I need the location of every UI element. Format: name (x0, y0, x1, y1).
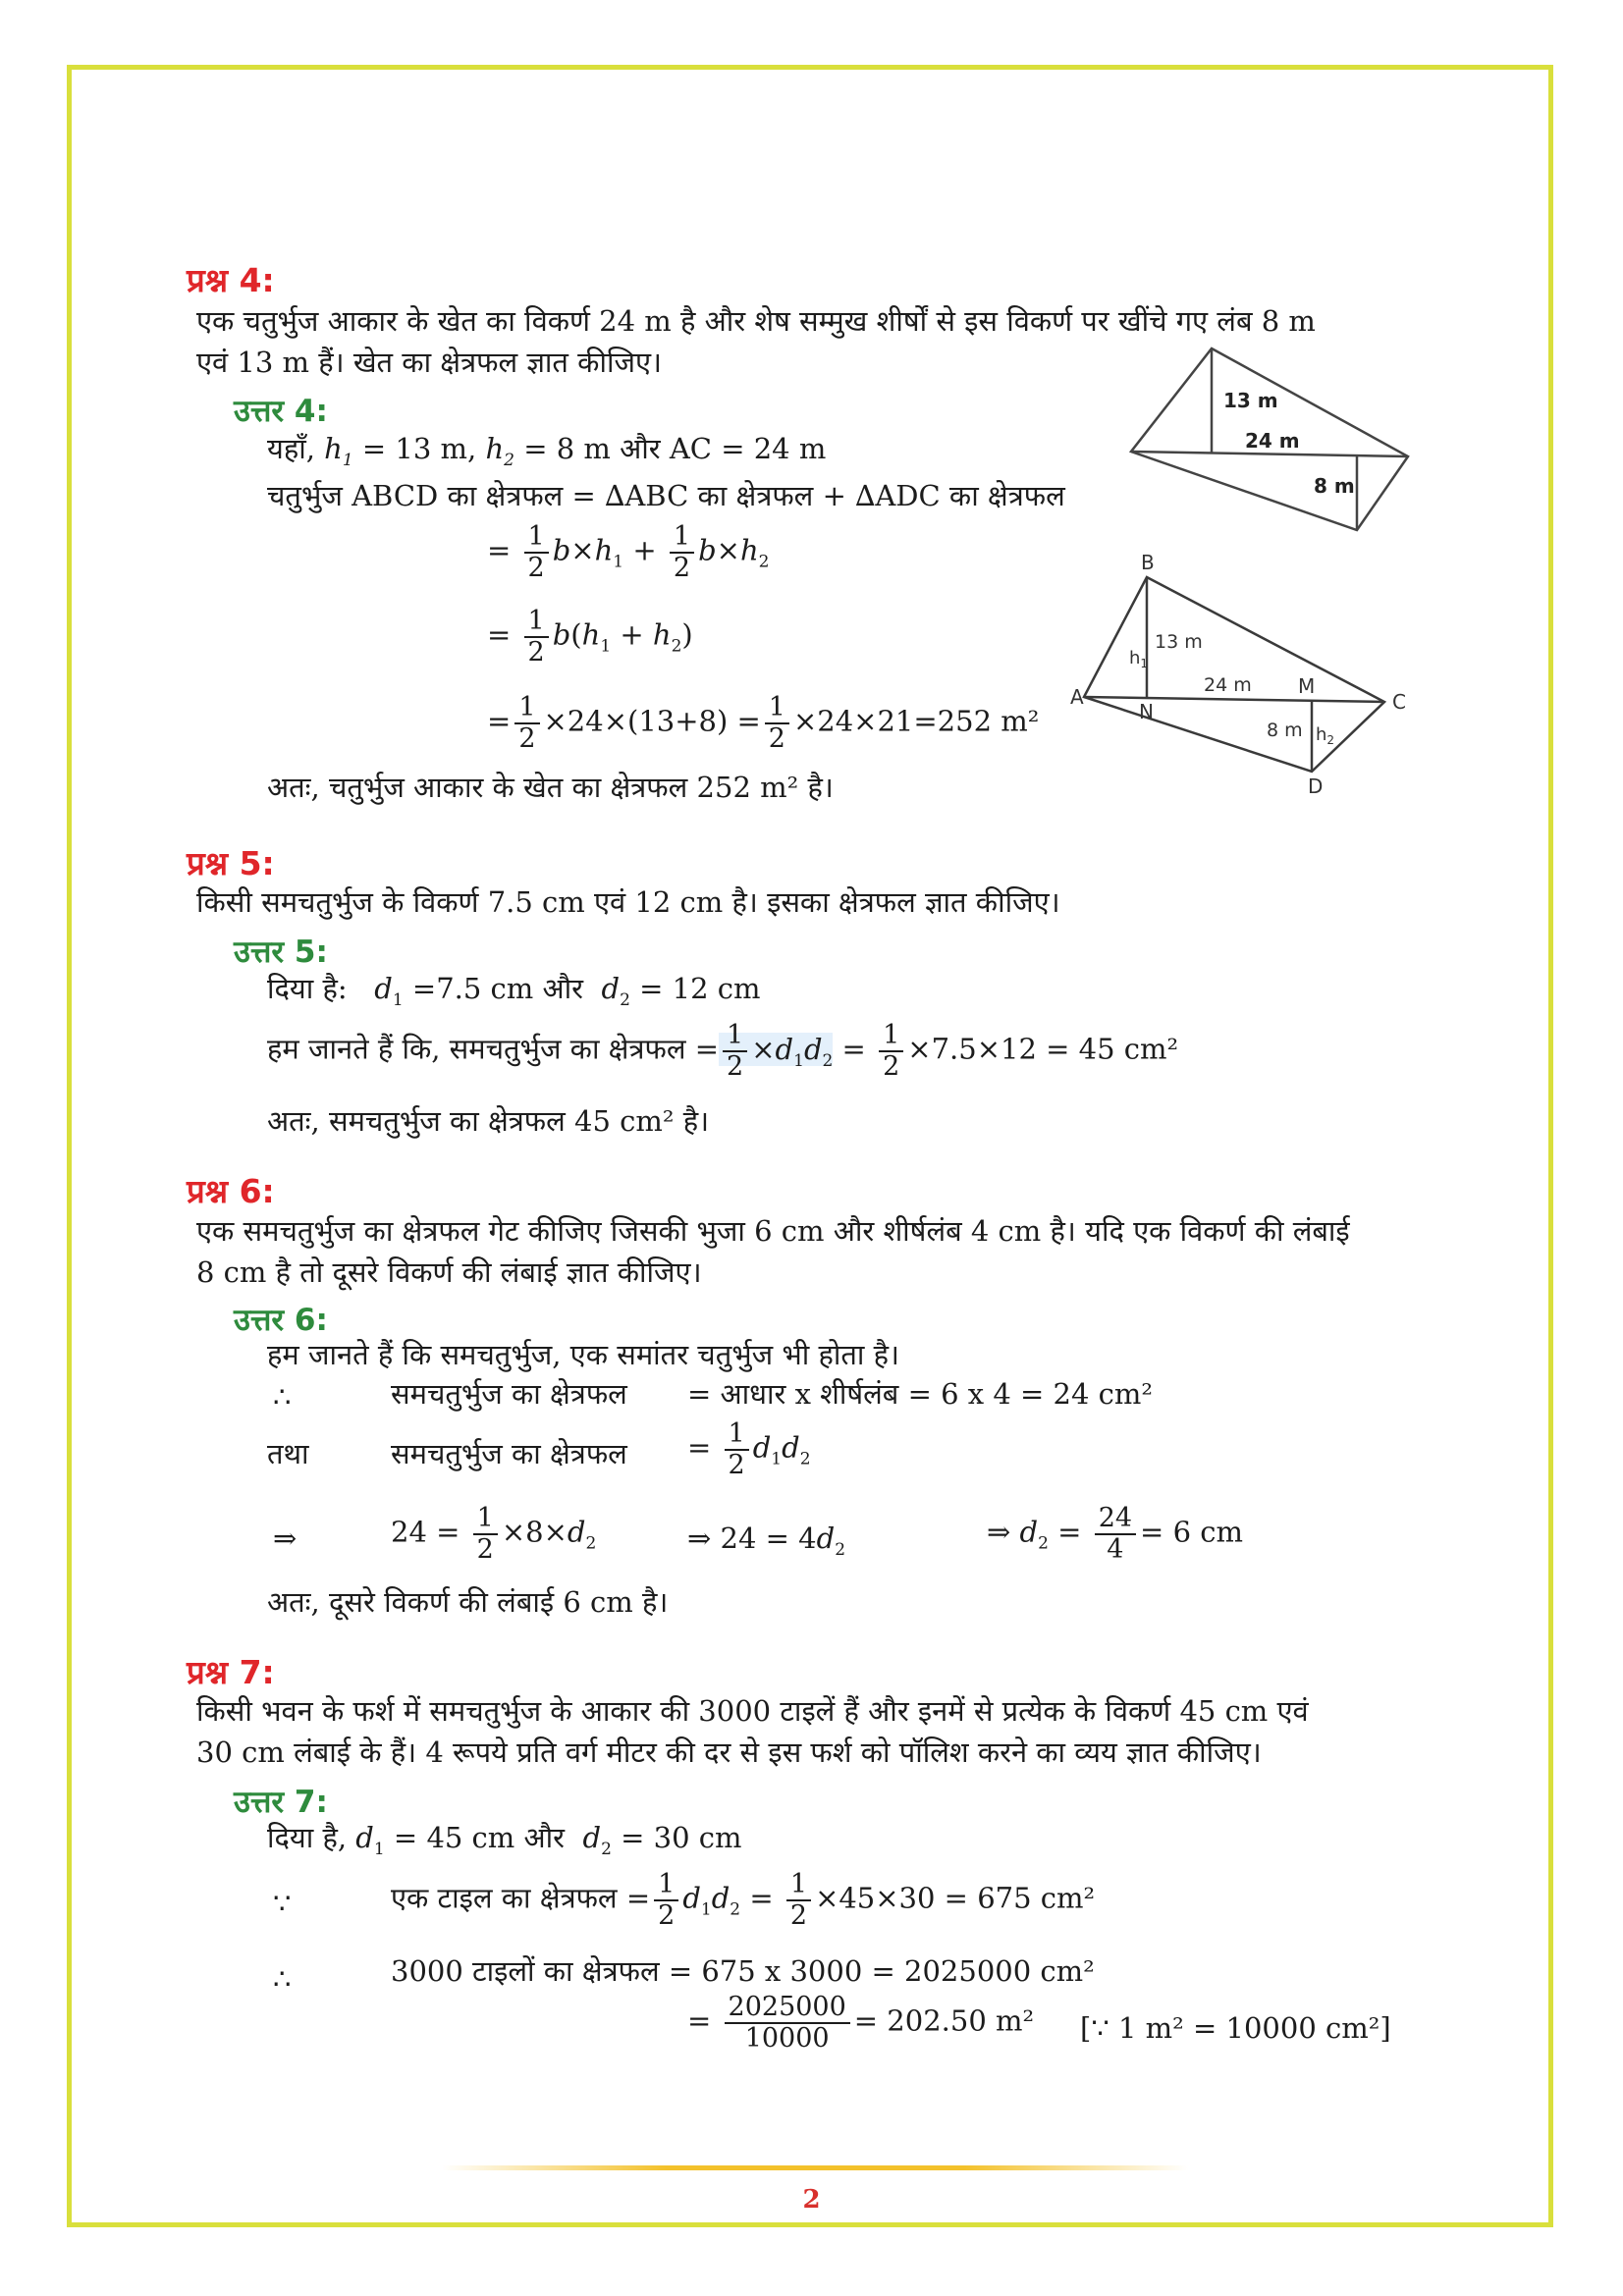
question-5-title: प्रश्न 5: (187, 844, 275, 882)
fig1-label-24m: 24 m (1245, 429, 1300, 453)
answer-7-unit-note: [∵ 1 m² = 10000 cm²] (1080, 2011, 1391, 2045)
answer-5-conclusion: अतः, समचतुर्भुज का क्षेत्रफल 45 cm² है। (267, 1104, 710, 1138)
fig2-label-8m: 8 m (1267, 720, 1303, 741)
fig2-h1-label: $h_1$ (1129, 648, 1149, 670)
answer-6-area-label-2: समचतुर्भुज का क्षेत्रफल (391, 1437, 627, 1470)
fig2-point-n: N (1139, 700, 1154, 723)
answer-5-given: दिया है: $d_1 =7.5$ cm और $d_2 = 12$ cm (267, 972, 761, 1010)
fig1-label-13m: 13 m (1223, 389, 1278, 412)
answer-7-given: दिया है, $d_1 = 45$ cm और $d_2 = 30$ cm (267, 1821, 742, 1859)
answer-6-title: उत्तर 6: (234, 1303, 328, 1338)
question-7-text-line-2: 30 cm लंबाई के हैं। 4 रूपये प्रति वर्ग मीटर की दर से इस फर्श को पॉलिश करने का व्यय ज्ञात कीजिए। (196, 1735, 1262, 1769)
fig2-point-m: M (1298, 674, 1316, 698)
field-figure (1129, 344, 1414, 540)
answer-6-tatha: तथा (267, 1437, 309, 1470)
answer-6-equation-2: ⇒ $24 = 4d_2$ (687, 1522, 846, 1560)
answer-4-title: उत्तर 4: (234, 394, 328, 429)
fig1-label-8m: 8 m (1314, 474, 1355, 498)
answer-6-implies-symbol: ⇒ (273, 1522, 298, 1555)
question-6-title: प्रश्न 6: (187, 1172, 275, 1210)
answer-4-conclusion: अतः, चतुर्भुज आकार के खेत का क्षेत्रफल 252 m² है। (267, 771, 834, 804)
answer-5-formula: हम जानते हैं कि, समचतुर्भुज का क्षेत्रफल = $\frac{1}{2}$ $\times d_1d_2$ = $\frac{1}{2}$ ×7.5×12 = 45 cm² (267, 1020, 1179, 1082)
answer-4-given: यहाँ, $h_1 = 13$ m, $h_2 = 8$ m और AC = 24 m (267, 432, 827, 470)
fig2-label-13m: 13 m (1155, 631, 1203, 653)
answer-5-title: उत्तर 5: (234, 934, 328, 970)
answer-7-title: उत्तर 7: (234, 1785, 328, 1820)
page-number: 2 (802, 2185, 821, 2215)
answer-6-equation-1: 24 = $\frac{1}{2}$ $\times 8\times d_2$ (391, 1503, 597, 1565)
answer-6-know: हम जानते हैं कि समचतुर्भुज, एक समांतर चतुर्भुज भी होता है। (267, 1338, 900, 1371)
fig2-vertex-b: B (1141, 551, 1155, 574)
question-4-text-line-2: एवं 13 m हैं। खेत का क्षेत्रफल ज्ञात कीजिए। (196, 346, 663, 379)
quadrilateral-abcd-figure (1070, 550, 1424, 805)
answer-6-area-formula: = $\frac{1}{2}$ $d_1d_2$ (687, 1418, 811, 1480)
question-4-text-line-1: एक चतुर्भुज आकार के खेत का विकर्ण 24 m है और शेष सम्मुख शीर्षों से इस विकर्ण पर खींचे गए लंब 8 m (196, 304, 1316, 338)
question-4-title: प्रश्न 4: (187, 261, 275, 299)
question-7-title: प्रश्न 7: (187, 1653, 275, 1691)
footer-rule (442, 2165, 1188, 2170)
answer-4-step-2: = $\frac{1}{2}$ $b(h_1 + h_2)$ (487, 606, 693, 667)
answer-7-total-area: 3000 टाइलों का क्षेत्रफल = 675 x 3000 = 2025000 cm² (391, 1954, 1095, 1988)
question-6-text-line-1: एक समचतुर्भुज का क्षेत्रफल गेट कीजिए जिसकी भुजा 6 cm और शीर्षलंब 4 cm है। यदि एक विकर्ण की लंबाई (196, 1214, 1350, 1248)
fig2-h2-label: $h_2$ (1316, 724, 1335, 747)
question-6-text-line-2: 8 cm है तो दूसरे विकर्ण की लंबाई ज्ञात कीजिए। (196, 1255, 702, 1289)
question-7-text-line-1: किसी भवन के फर्श में समचतुर्भुज के आकार की 3000 टाइलें हैं और इनमें से प्रत्येक के विकर्ण 45 cm एवं (196, 1694, 1309, 1728)
fig2-vertex-d: D (1308, 774, 1324, 798)
answer-4-step-3: = $\frac{1}{2}$ ×24×(13+8) = $\frac{1}{2}$ ×24×21=252 m² (487, 692, 1040, 754)
answer-7-conversion: = $\frac{2025000}{10000}$ = 202.50 m² (687, 1992, 1035, 2054)
answer-6-area-value: = आधार x शीर्षलंब = 6 x 4 = 24 cm² (687, 1377, 1154, 1411)
answer-7-because-symbol: ∵ (273, 1887, 292, 1920)
answer-6-area-label-1: समचतुर्भुज का क्षेत्रफल (391, 1377, 627, 1411)
answer-4-area-line: चतुर्भुज ABCD का क्षेत्रफल = ∆ABC का क्षेत्रफल + ∆ADC का क्षेत्रफल (267, 479, 1065, 512)
fig2-vertex-c: C (1392, 690, 1406, 714)
fig2-vertex-a: A (1070, 685, 1084, 709)
answer-6-conclusion: अतः, दूसरे विकर्ण की लंबाई 6 cm है। (267, 1585, 669, 1619)
answer-6-equation-3: ⇒ $d_2$ = $\frac{24}{4}$ = 6 cm (987, 1503, 1243, 1565)
answer-4-step-1: = $\frac{1}{2}$ $b\times h_1$ + $\frac{1}{2}$ $b\times h_2$ (487, 521, 770, 583)
answer-6-therefore-symbol: ∴ (273, 1380, 292, 1414)
answer-7-tile-area: एक टाइल का क्षेत्रफल = $\frac{1}{2}$ $d_1d_2$ = $\frac{1}{2}$ ×45×30 = 675 cm² (391, 1869, 1096, 1931)
fig2-label-24m: 24 m (1204, 674, 1252, 696)
answer-7-therefore-symbol: ∴ (273, 1962, 292, 1996)
question-5-text: किसी समचतुर्भुज के विकर्ण 7.5 cm एवं 12 cm है। इसका क्षेत्रफल ज्ञात कीजिए। (196, 885, 1060, 919)
